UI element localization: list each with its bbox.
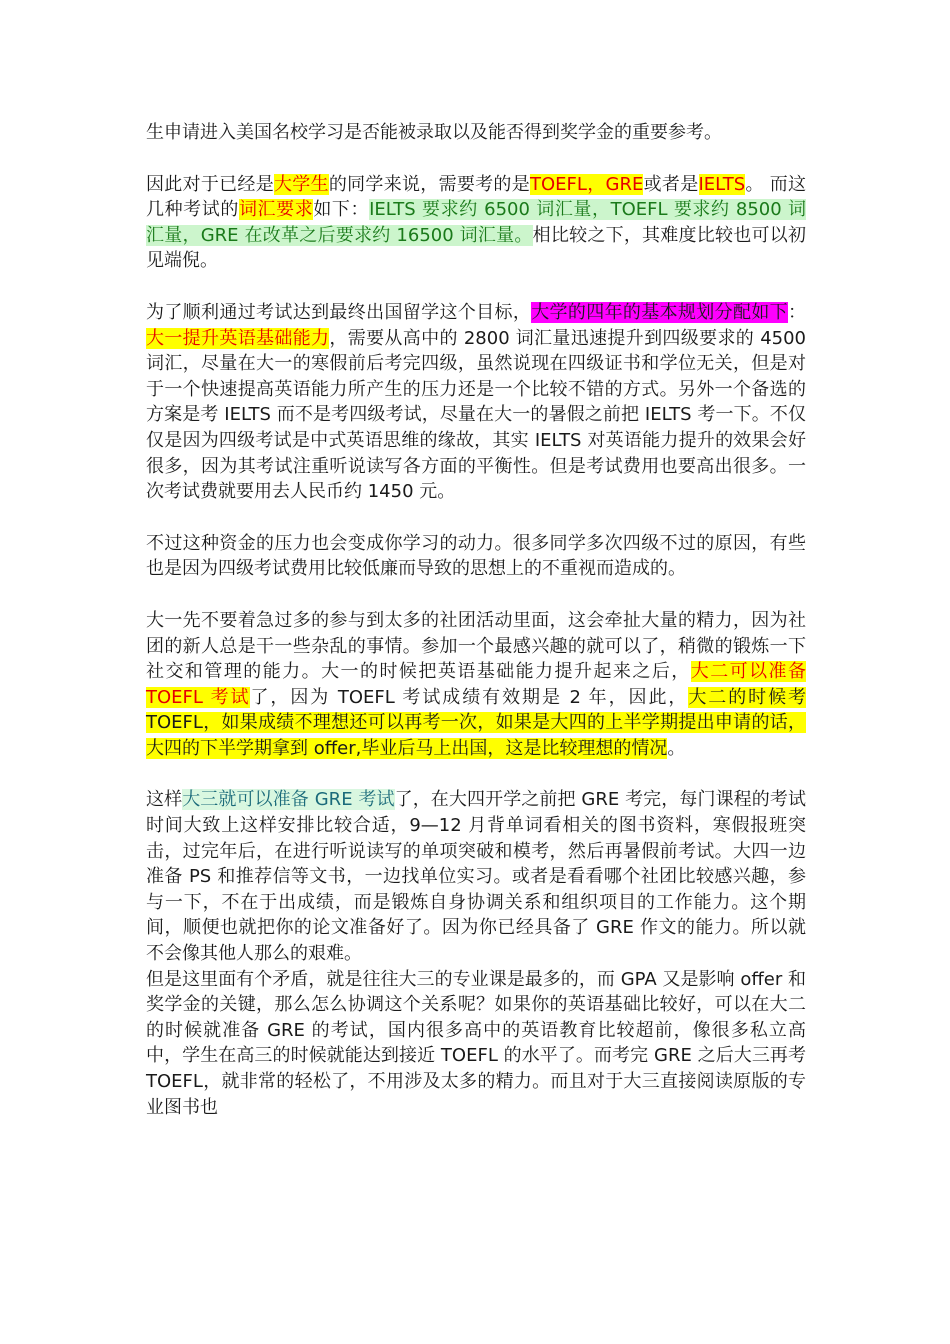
paragraph-7-text: 但是这里面有个矛盾，就是往往大三的专业课是最多的，而 GPA 又是影响 offer 和奖学金的关键，那么怎么协调这个关系呢？如果你的英语基础比较好，可以在大二的时候就准备 GRE 的考试，国内很多高中的英语教育比较超前，像很多私立高中，学生在高三的时候就能达到接近 TOEFL 的水平了。而考完 GRE 之后大三再考 TOEFL，就非常的轻松了，不用涉及太多的精力。而且对于大三直接阅读原版的专业图书也 bbox=[146, 968, 806, 1118]
text-segment: 相比较之下，其难度比较也可以初见端倪。 bbox=[146, 224, 806, 272]
text-segment: 如下： bbox=[313, 199, 370, 221]
paragraph-4 bbox=[146, 531, 806, 582]
text-segment: 的同学来说，需要考的是 bbox=[328, 173, 531, 195]
paragraph-7 bbox=[146, 967, 806, 1121]
paragraph-6 bbox=[146, 787, 806, 966]
highlight-vocab-numbers: IELTS 要求约 6500 词汇量，TOEFL 要求约 8500 词汇量，GRE 在改革之后要求约 16500 词汇量。 bbox=[146, 199, 807, 246]
paragraph-1-text: 生申请进入美国名校学习是否能被录取以及能否得到奖学金的重要参考。 bbox=[146, 122, 722, 143]
text-segment: 大一先不要着急过多的参与到太多的社团活动里面，这会牵扯大量的精力，因为社团的新人总是干一些杂乱的事情。参加一个最感兴趣的就可以了，稍微的锻炼一下社交和管理的能力。大一的时候把英语基础能力提升起来之后， bbox=[146, 609, 806, 683]
text-segment: 。 而这几种考试的 bbox=[146, 173, 807, 221]
text-segment: 这样 bbox=[146, 789, 183, 811]
paragraph-2 bbox=[146, 172, 806, 274]
text-segment: 或者是 bbox=[643, 173, 699, 195]
highlight-toefl-gre: TOEFL，GRE bbox=[530, 173, 644, 195]
text-segment: ： bbox=[788, 301, 807, 323]
highlight-freshman-english: 大一提升英语基础能力 bbox=[146, 327, 330, 349]
highlight-college-student: 大学生 bbox=[274, 173, 329, 195]
text-segment: ，需要从高中的 2800 词汇量迅速提升到四级要求的 4500 词汇，尽量在大一的寒假前后考完四级，虽然说现在四级证书和学位无关，但是对于一个快速提高英语能力所产生的压力还是一个比较不错的方式。另外一个备选的方案是考 IELTS 而不是考四级考试，尽量在大一的暑假之前把 IELTS 考一下。不仅仅是因为四级考试是中式英语思维的缘故，其实 IELTS 对英语能力提升的效果会好很多，因为其考试注重听说读写各方面的平衡性。但是考试费用也要高出很多。一次考试费就要用去人民币约 1450 元。 bbox=[146, 327, 807, 503]
paragraph-1 bbox=[146, 120, 806, 146]
text-segment: 。 bbox=[667, 737, 686, 759]
text-segment: 了，因为 TOEFL 考试成绩有效期是 2 年，因此， bbox=[250, 686, 689, 708]
paragraph-5 bbox=[146, 608, 806, 762]
highlight-sophomore-toefl: 大二可以准备 TOEFL 考试 bbox=[146, 661, 807, 708]
text-segment: 为了顺利通过考试达到最终出国留学这个目标， bbox=[146, 301, 532, 323]
text-segment: 因此对于已经是 bbox=[146, 173, 274, 195]
highlight-four-year-plan: 大学的四年的基本规划分配如下 bbox=[531, 301, 789, 323]
highlight-junior-gre: 大三就可以准备 GRE 考试 bbox=[182, 789, 395, 811]
document-page bbox=[146, 120, 806, 1120]
paragraph-4-text: 不过这种资金的压力也会变成你学习的动力。很多同学多次四级不过的原因，有些也是因为四级考试费用比较低廉而导致的思想上的不重视而造成的。 bbox=[146, 532, 806, 580]
text-segment: 了，在大四开学之前把 GRE 考完，每门课程的考试时间大致上这样安排比较合适，9—12 月背单词看相关的图书资料，寒假报班突击，过完年后，在进行听说读写的单项突破和模考，然后再暑假前考试。大四一边准备 PS 和推荐信等文书，一边找单位实习。或者是看看哪个社团比较感兴趣，参与一下，不在于出成绩，而是锻炼自身协调关系和组织项目的工作能力。这个期间，顺便也就把你的论文准备好了。因为你已经具备了 GRE 作文的能力。所以就不会像其他人那么的艰难。 bbox=[146, 789, 806, 965]
paragraph-3 bbox=[146, 300, 806, 505]
highlight-ideal-plan: 大二的时候考 TOEFL，如果成绩不理想还可以再考一次，如果是大四的上半学期提出申请的话，大四的下半学期拿到 offer,毕业后马上出国，这是比较理想的情况 bbox=[146, 686, 806, 759]
highlight-vocab-requirement: 词汇要求 bbox=[238, 199, 314, 221]
highlight-ielts: IELTS bbox=[698, 173, 746, 195]
